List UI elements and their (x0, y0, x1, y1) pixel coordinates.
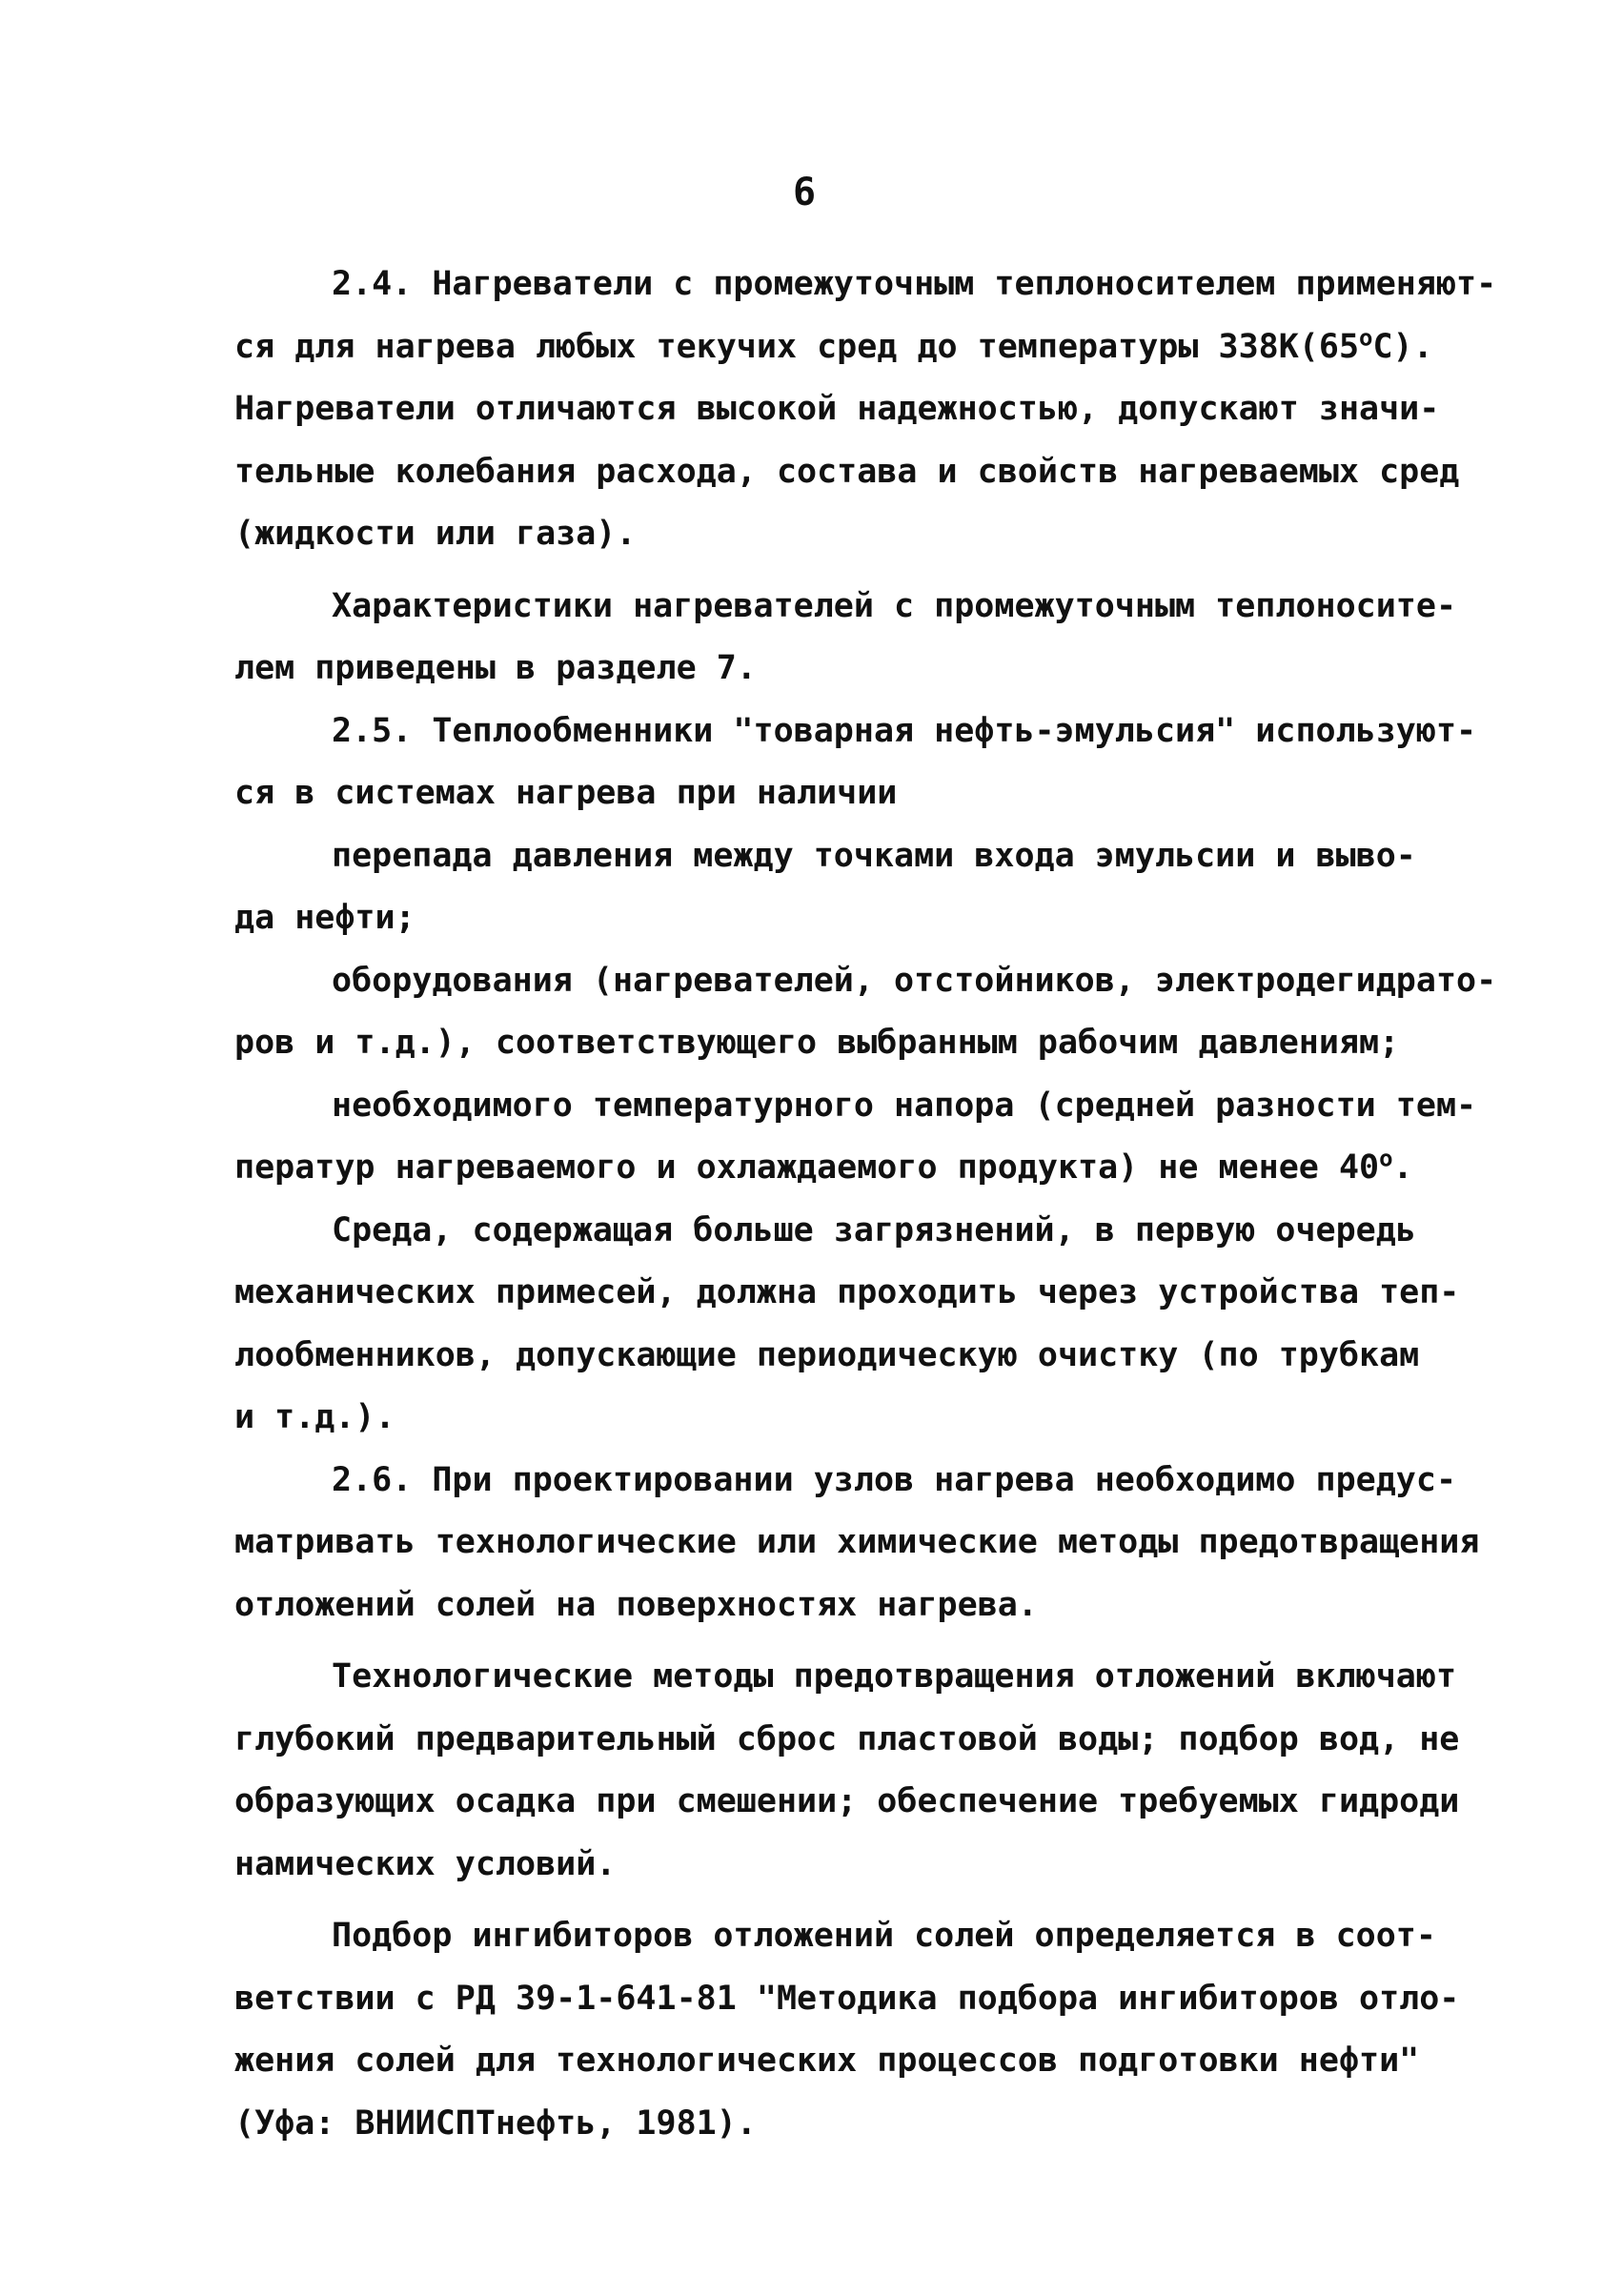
text-segment: ператур нагреваемого и охлаждаемого продукта) не менее 40 (234, 1148, 1380, 1187)
paragraph-medium-line: и т.д.). (234, 1398, 395, 1436)
paragraph-2-4-line: 2.4. Нагреватели с промежуточным теплоносителем применяют- (332, 265, 1497, 303)
paragraph-2-6-line: отложений солей на поверхностях нагрева. (234, 1585, 1038, 1624)
paragraph-methods-line: Технологические методы предотвращения отложений включают (332, 1657, 1457, 1696)
paragraph-characteristics-line: Характеристики нагревателей с промежуточным теплоносите- (332, 586, 1457, 625)
paragraph-inhibitors-line: жения солей для технологических процессов подготовки нефти" (234, 2042, 1420, 2080)
text-segment: ся для нагрева любых текучих сред до температуры 338К(65 (234, 327, 1360, 366)
paragraph-inhibitors-line: ветствии с РД 39-1-641-81 "Методика подбора ингибиторов отло- (234, 1979, 1460, 2018)
list-item-line: ров и т.д.), соответствующего выбранным рабочим давлениям; (234, 1024, 1400, 1062)
list-item-line: необходимого температурного напора (средней разности тем- (332, 1086, 1477, 1125)
paragraph-2-6-line: матривать технологические или химические методы предотвращения (234, 1523, 1480, 1561)
paragraph-methods-line: образующих осадка при смешении; обеспечение требуемых гидроди (234, 1782, 1460, 1820)
paragraph-medium-line: лообменников, допускающие периодическую очистку (по трубкам (234, 1335, 1420, 1374)
list-item-line: оборудования (нагревателей, отстойников, электродегидрато- (332, 961, 1497, 1000)
paragraph-medium-line: Среда, содержащая больше загрязнений, в первую очередь (332, 1210, 1416, 1250)
paragraph-inhibitors-line: Подбор ингибиторов отложений солей определяется в соот- (332, 1917, 1436, 1955)
paragraph-methods-line: намических условий. (234, 1844, 617, 1883)
paragraph-2-5-line: ся в системах нагрева при наличии (234, 774, 898, 812)
paragraph-2-4-line: тельные колебания расхода, состава и свойств нагреваемых сред (234, 452, 1460, 491)
text-segment: С). (1372, 327, 1433, 366)
paragraph-2-6-line: 2.6. При проектировании узлов нагрева необходимо предус- (332, 1460, 1457, 1499)
list-item-line: перепада давления между точками входа эмульсии и выво- (332, 836, 1416, 875)
list-item-line: да нефти; (234, 899, 416, 937)
paragraph-inhibitors-line: (Уфа: ВНИИСПТнефть, 1981). (234, 2103, 757, 2143)
degree-mark: о (1359, 323, 1373, 351)
paragraph-2-5-line: 2.5. Теплообменники "товарная нефть-эмульсия" используют- (332, 711, 1477, 750)
paragraph-medium-line: механических примесей, должна проходить через устройства теп- (234, 1273, 1460, 1311)
paragraph-characteristics-line: лем приведены в разделе 7. (234, 649, 757, 687)
paragraph-2-4-line: (жидкости или газа). (234, 515, 637, 553)
text-segment: . (1392, 1148, 1413, 1187)
degree-mark: о (1379, 1145, 1393, 1172)
paragraph-2-4-line (234, 316, 1445, 379)
page-number: 6 (793, 171, 817, 214)
document-body (234, 254, 1497, 2155)
list-item-line (234, 1137, 1445, 1200)
paragraph-2-4-line: Нагреватели отличаются высокой надежностью, допускают значи- (234, 390, 1440, 428)
paragraph-methods-line: глубокий предварительный сброс пластовой воды; подбор вод, не (234, 1719, 1460, 1758)
